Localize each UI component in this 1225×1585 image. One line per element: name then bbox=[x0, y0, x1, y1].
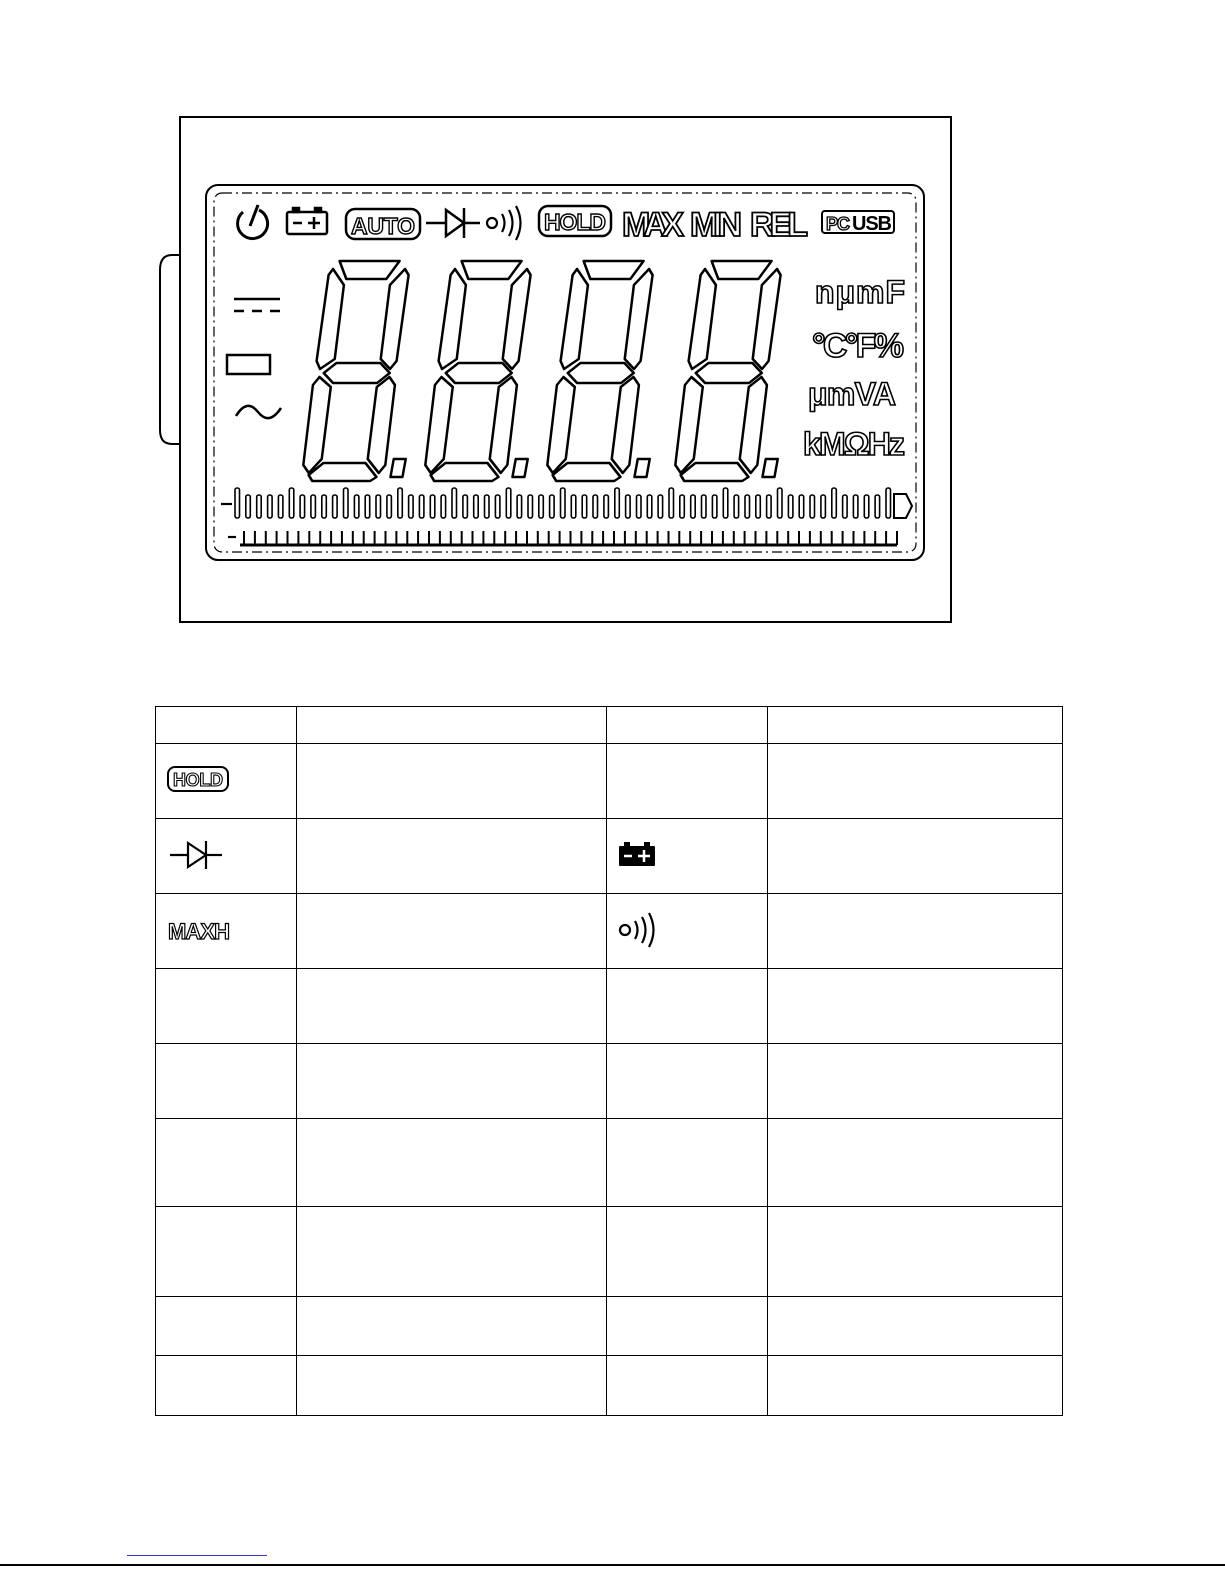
bargraph-segment bbox=[561, 488, 566, 518]
table-cell bbox=[297, 969, 607, 1044]
bargraph-segment bbox=[604, 495, 609, 518]
ac-symbol-icon bbox=[236, 406, 281, 418]
diode-symbol-icon bbox=[166, 835, 232, 875]
bargraph-segment bbox=[485, 495, 490, 518]
dc-symbol-icon bbox=[234, 299, 280, 311]
table-cell bbox=[297, 894, 607, 969]
bargraph-segment bbox=[463, 495, 468, 518]
bargraph-segment bbox=[550, 495, 555, 518]
table-cell bbox=[768, 1356, 1063, 1416]
table-cell bbox=[156, 969, 297, 1044]
digit-1 bbox=[302, 261, 419, 481]
min-label: MIN bbox=[690, 206, 742, 244]
table-cell bbox=[297, 707, 607, 744]
minus-indicator-icon bbox=[227, 355, 270, 374]
hold-symbol-icon bbox=[166, 765, 232, 795]
bargraph-segment bbox=[691, 495, 696, 518]
bargraph-minus-icon bbox=[221, 504, 236, 537]
bargraph-segment bbox=[387, 495, 392, 518]
bargraph-segment bbox=[723, 488, 728, 518]
digit-3 bbox=[546, 261, 663, 481]
bargraph-segment bbox=[658, 495, 663, 518]
digit-4 bbox=[674, 261, 791, 481]
table-cell bbox=[156, 707, 297, 744]
continuity-beep-icon bbox=[487, 206, 521, 240]
bargraph-segment bbox=[257, 495, 262, 518]
svg-text:MAXH: MAXH bbox=[168, 918, 230, 944]
bargraph-segment bbox=[452, 488, 457, 518]
rel-label: REL bbox=[750, 206, 808, 244]
bargraph-segment bbox=[268, 495, 273, 518]
bargraph-segment bbox=[246, 495, 251, 518]
table-cell bbox=[156, 819, 297, 894]
bargraph-segment bbox=[474, 495, 479, 518]
bargraph-segment bbox=[864, 495, 869, 518]
table-cell bbox=[297, 1119, 607, 1207]
table-cell bbox=[768, 894, 1063, 969]
bargraph-segment bbox=[495, 495, 500, 518]
table-cell bbox=[156, 1356, 297, 1416]
table-cell bbox=[768, 1119, 1063, 1207]
bargraph-segment bbox=[300, 495, 305, 518]
symbol-legend-table bbox=[155, 706, 1063, 1416]
analog-bargraph bbox=[235, 488, 891, 518]
bargraph-segment bbox=[615, 488, 620, 518]
table-cell bbox=[607, 1356, 768, 1416]
bargraph-segment bbox=[756, 495, 761, 518]
bargraph-segment bbox=[593, 495, 598, 518]
footer-link-underline[interactable] bbox=[127, 1555, 267, 1557]
bargraph-segment bbox=[843, 495, 848, 518]
max-label: MAX bbox=[622, 206, 684, 244]
table-cell bbox=[156, 1119, 297, 1207]
bargraph-segment bbox=[430, 495, 435, 518]
bargraph-segment bbox=[832, 488, 837, 518]
table-cell bbox=[768, 1044, 1063, 1119]
pc-label: PC bbox=[826, 214, 850, 234]
lcd-diagram bbox=[0, 0, 1225, 660]
unit-resistance-frequency: kMΩHz bbox=[803, 426, 905, 462]
bargraph-segment bbox=[799, 495, 804, 518]
bargraph-segment bbox=[875, 495, 880, 518]
bargraph-segment bbox=[778, 488, 783, 518]
table-cell bbox=[297, 744, 607, 819]
bargraph-segment bbox=[669, 488, 674, 518]
bargraph-segment bbox=[734, 495, 739, 518]
bargraph-segment bbox=[853, 495, 858, 518]
table-row bbox=[156, 744, 1063, 819]
table-cell bbox=[156, 894, 297, 969]
bargraph-segment bbox=[702, 495, 707, 518]
maxh-symbol-icon bbox=[166, 915, 236, 945]
bargraph-segment bbox=[637, 495, 642, 518]
power-off-icon bbox=[238, 205, 268, 239]
table-cell bbox=[156, 1297, 297, 1356]
bargraph-segment bbox=[886, 488, 891, 518]
bargraph-segment bbox=[680, 495, 685, 518]
table-cell bbox=[607, 1119, 768, 1207]
table-cell bbox=[768, 1207, 1063, 1297]
lcd-side-tab bbox=[160, 255, 180, 444]
table-cell bbox=[156, 744, 297, 819]
table-row bbox=[156, 1207, 1063, 1297]
bargraph-segment bbox=[647, 495, 652, 518]
bargraph-segment bbox=[506, 488, 511, 518]
bargraph-segment bbox=[767, 495, 772, 518]
bargraph-segment bbox=[528, 495, 533, 518]
table-cell bbox=[607, 894, 768, 969]
bargraph-segment bbox=[419, 495, 424, 518]
bargraph-segment bbox=[333, 495, 338, 518]
table-row bbox=[156, 1044, 1063, 1119]
bargraph-segment bbox=[626, 495, 631, 518]
table-cell bbox=[297, 1356, 607, 1416]
usb-label: USB bbox=[852, 213, 892, 235]
table-row bbox=[156, 1119, 1063, 1207]
table-header-row bbox=[156, 707, 1063, 744]
table-cell bbox=[297, 819, 607, 894]
table-cell bbox=[607, 707, 768, 744]
bargraph-segment bbox=[745, 495, 750, 518]
bargraph-segment bbox=[409, 495, 414, 518]
bargraph-segment bbox=[788, 495, 793, 518]
battery-icon bbox=[287, 208, 327, 234]
bargraph-arrow-icon bbox=[894, 494, 912, 518]
table-row bbox=[156, 819, 1063, 894]
table-cell bbox=[607, 819, 768, 894]
bargraph-segment bbox=[810, 495, 815, 518]
footer-rule bbox=[0, 1564, 1225, 1566]
table-cell bbox=[768, 744, 1063, 819]
table-cell bbox=[768, 969, 1063, 1044]
bargraph-segment bbox=[289, 488, 294, 518]
table-cell bbox=[297, 1297, 607, 1356]
digit-2 bbox=[424, 261, 541, 481]
bargraph-segment bbox=[278, 495, 283, 518]
table-row bbox=[156, 1297, 1063, 1356]
table-row bbox=[156, 969, 1063, 1044]
bargraph-scale bbox=[240, 531, 897, 545]
bargraph-segment bbox=[344, 488, 349, 518]
continuity-symbol-icon bbox=[617, 910, 669, 950]
table-cell bbox=[607, 969, 768, 1044]
auto-label: AUTO bbox=[351, 213, 415, 239]
bargraph-segment bbox=[322, 495, 327, 518]
bargraph-segment bbox=[365, 495, 370, 518]
table-cell bbox=[768, 707, 1063, 744]
table-cell bbox=[156, 1044, 297, 1119]
bargraph-segment bbox=[354, 495, 359, 518]
svg-text:HOLD: HOLD bbox=[173, 769, 223, 790]
table-cell bbox=[768, 1297, 1063, 1356]
table-row bbox=[156, 1356, 1063, 1416]
bargraph-segment bbox=[517, 495, 522, 518]
table-cell bbox=[768, 819, 1063, 894]
table-cell bbox=[297, 1207, 607, 1297]
bargraph-segment bbox=[235, 488, 240, 518]
bargraph-segment bbox=[821, 495, 826, 518]
bargraph-segment bbox=[376, 495, 381, 518]
bargraph-segment bbox=[398, 488, 403, 518]
table-cell bbox=[607, 1044, 768, 1119]
diode-icon bbox=[426, 208, 480, 238]
table-row bbox=[156, 894, 1063, 969]
table-cell bbox=[607, 1297, 768, 1356]
bargraph-segment bbox=[539, 495, 544, 518]
bargraph-segment bbox=[712, 495, 717, 518]
bargraph-segment bbox=[311, 495, 316, 518]
bargraph-segment bbox=[582, 495, 587, 518]
bargraph-segment bbox=[571, 495, 576, 518]
unit-voltage-current: μmVA bbox=[808, 376, 896, 412]
unit-temperature: °C°F% bbox=[812, 327, 904, 365]
table-cell bbox=[297, 1044, 607, 1119]
table-cell bbox=[156, 1207, 297, 1297]
table-cell bbox=[607, 1207, 768, 1297]
bargraph-segment bbox=[441, 495, 446, 518]
battery-symbol-icon bbox=[617, 840, 661, 870]
table-cell bbox=[607, 744, 768, 819]
unit-capacitance: nμmF bbox=[815, 274, 905, 310]
hold-label: HOLD bbox=[544, 209, 606, 235]
